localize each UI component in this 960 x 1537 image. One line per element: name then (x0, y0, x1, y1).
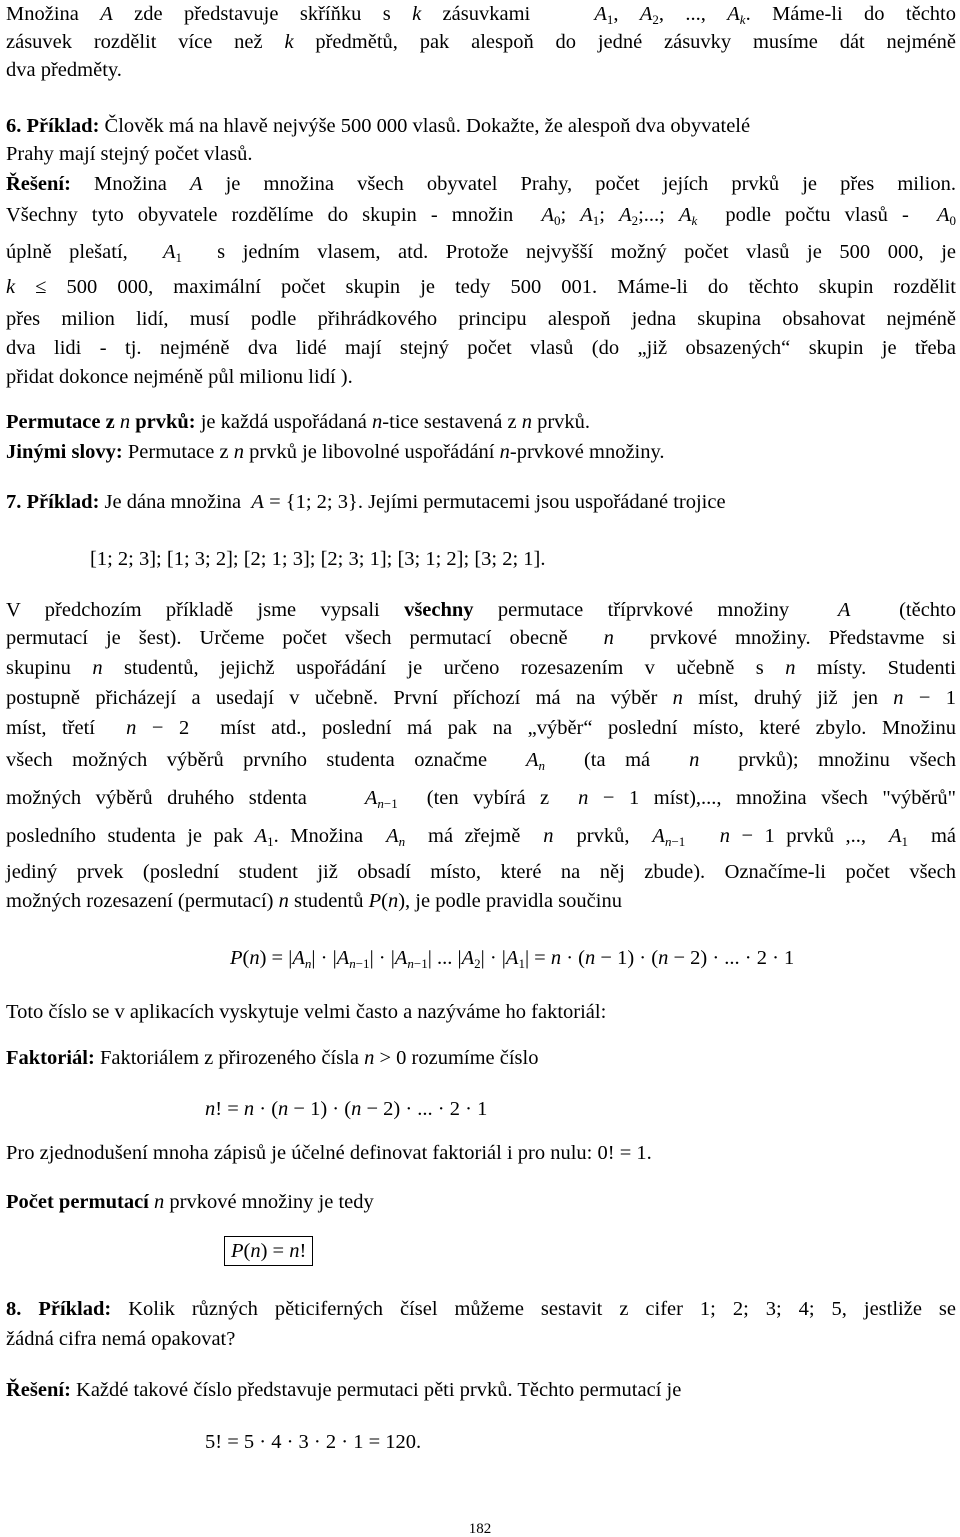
text-line: úplně plešatí, $A_1$ s jedním vlasem, atd. Protože nejvyšší možný počet vlasů je 500 000, je (6, 241, 956, 265)
definition-label: Faktoriál: (6, 1047, 95, 1069)
definition-label: Permutace z n prvků: (6, 411, 196, 433)
result-formula: 5! = 5 · 4 · 3 · 2 · 1 = 120. (205, 1431, 422, 1453)
text-line: Permutace z n prvků: je každá uspořádaná n-tice sestavená z n prvků. (6, 411, 591, 433)
text-line: Řešení: Množina A je množina všech obyvatel Prahy, počet jejích prvků je přes milion. (6, 173, 956, 195)
example-label: 6. Příklad: (6, 115, 100, 137)
factorial-formula: n! = n · (n − 1) · (n − 2) · ... · 2 · 1 (205, 1098, 488, 1120)
text-line: míst, třetí n − 2 míst atd., poslední má pak na „výběr“ poslední místo, které zbylo. Množinu (6, 717, 956, 739)
text-line: V předchozím příkladě jsme vypsali všechny permutace tříprvkové množiny A (těchto (6, 599, 956, 621)
solution-label: Řešení: (6, 173, 71, 195)
text-line: 8. Příklad: Kolik různých pěticiferných čísel můžeme sestavit z cifer 1; 2; 3; 4; 5, jestliže se (6, 1298, 956, 1320)
permutation-count-formula: P(n) = n! (224, 1236, 313, 1266)
text-line: skupinu n studentů, jejichž uspořádání je určeno rozesazením v učebně s n místy. Studenti (6, 657, 956, 679)
text-line: Toto číslo se v aplikacích vyskytuje velmi často a nazýváme ho faktoriál: (6, 1001, 607, 1023)
example-label: 8. Příklad: (6, 1298, 112, 1320)
text-line: 7. Příklad: Je dána množina A = {1; 2; 3}. Jejími permutacemi jsou uspořádané trojice (6, 491, 726, 513)
text-line: zásuvek rozdělit více než k předmětů, pak alespoň do jedné zásuvky musíme dát nejméně (6, 31, 956, 53)
page-number: 182 (468, 1521, 492, 1537)
text-line: dva lidi - tj. nejméně dva lidé mají stejný počet vlasů (do „již obsazených“ skupin je třeba (6, 337, 956, 359)
text-line: Jinými slovy: Permutace z n prvků je libovolné uspořádání n-prvkové množiny. (6, 441, 665, 463)
solution-label: Řešení: (6, 1379, 71, 1401)
definition-label: Počet permutací n (6, 1191, 165, 1213)
permutation-list: [1; 2; 3]; [1; 3; 2]; [2; 1; 3]; [2; 3; 1]; [3; 1; 2]; [3; 2; 1]. (90, 548, 546, 570)
text-line: možných výběrů druhého stdenta $A_{n-1}$ (ten vybírá z n − 1 míst),..., množina všech "výběrů" (6, 787, 956, 811)
text-line: postupně přicházejí a usedají v učebně. První příchozí má na výběr n míst, druhý již jen n − 1 (6, 687, 957, 709)
text-line: dva předměty. (6, 59, 122, 81)
text-line: Pro zjednodušení mnoha zápisů je účelné definovat faktoriál i pro nulu: 0! = 1. (6, 1142, 652, 1164)
definition-label: Jinými slovy: (6, 441, 123, 463)
text-line: přidat dokonce nejméně půl milionu lidí ). (6, 366, 353, 388)
text-line: Faktoriál: Faktoriálem z přirozeného čísla n > 0 rozumíme číslo (6, 1047, 539, 1069)
text-line: 6. Příklad: Člověk má na hlavě nejvýše 500 000 vlasů. Dokažte, že alespoň dva obyvatelé (6, 115, 751, 137)
text-line: přes milion lidí, musí podle přihrádkového principu alespoň jedna skupina obsahovat nejméně (6, 308, 956, 330)
text-line: Počet permutací n prvkové množiny je tedy (6, 1191, 374, 1213)
example-label: 7. Příklad: (6, 491, 100, 513)
text-line: permutací je šest). Určeme počet všech permutací obecně n prvkové množiny. Představme si (6, 627, 956, 649)
product-formula: $P(n) = |A_n| \cdot |A_{n-1}| \cdot |A_{n-1}|$ ... $|A_2| \cdot |A_1| = n \cdot (n - 1) \cdot (n - 2)$ · ... · 2 · 1 (230, 947, 795, 971)
text-line: žádná cifra nemá opakovat? (6, 1328, 236, 1350)
text-line: k ≤ 500 000, maximální počet skupin je tedy 500 001. Máme-li do těchto skupin rozdělit (6, 276, 956, 298)
text-line: jediný prvek (poslední student již obsadí místo, které na něj zbude). Označíme-li počet všech (6, 861, 956, 883)
text-line: všech možných výběrů prvního studenta označme $A_n$ (ta má n prvků); množinu všech (6, 749, 956, 773)
text-line: Řešení: Každé takové číslo představuje permutaci pěti prvků. Těchto permutací je (6, 1379, 682, 1401)
text-line: možných rozesazení (permutací) n studentů P(n), je podle pravidla součinu (6, 890, 622, 912)
text-line: Všechny tyto obyvatele rozdělíme do skupin - množin $A_0$; $A_1$; $A_2$;...; $A_k$ podle počtu vlasů - $A_0$ (6, 204, 956, 228)
text-line: Množina A zde představuje skříňku s k zásuvkami $A_1$, $A_2$, ..., $A_k$. Máme-li do těchto (6, 3, 956, 27)
text-line: Prahy mají stejný počet vlasů. (6, 143, 253, 165)
text-line: posledního studenta je pak $A_1$. Množina $A_n$ má zřejmě n prvků, $A_{n-1}$ n − 1 prvků ,.., $A_1$ má (6, 825, 957, 849)
